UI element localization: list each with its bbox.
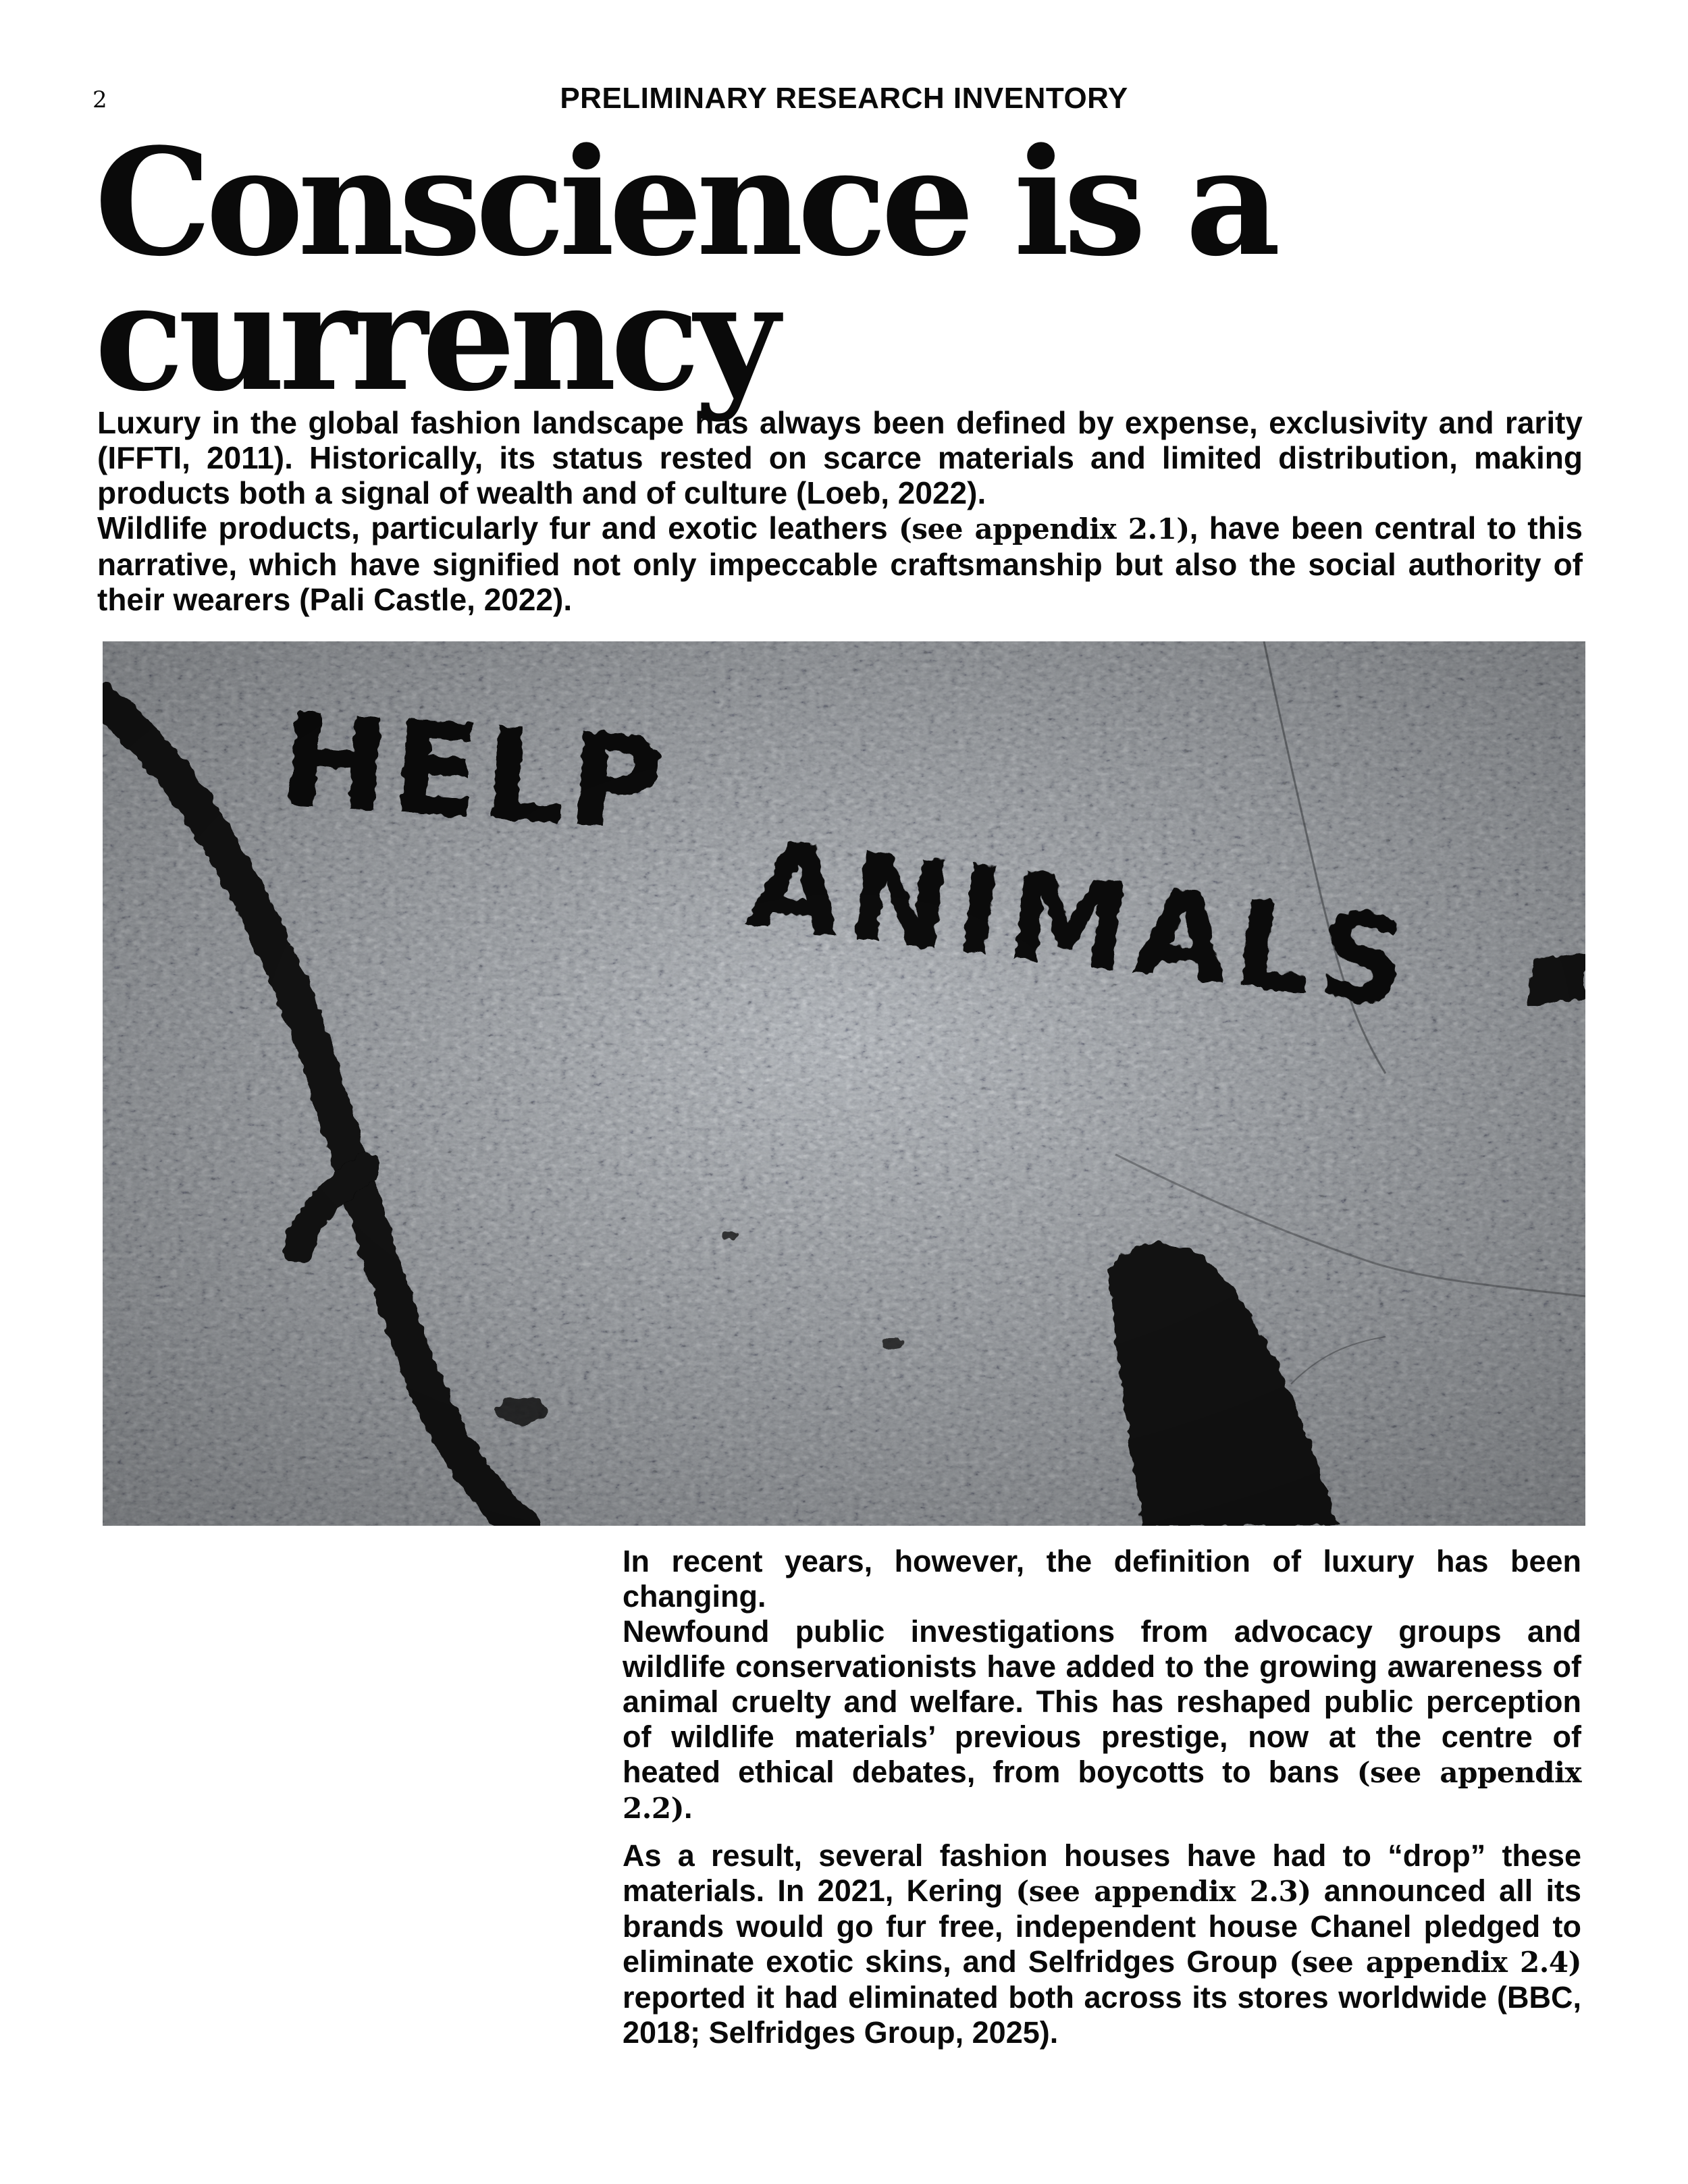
lead-paragraph-2 xyxy=(97,510,1583,617)
body-paragraph-2 xyxy=(623,1614,1581,1826)
lead-paragraphs xyxy=(97,405,1583,617)
page-title xyxy=(95,116,1620,424)
appendix-reference: (see appendix 2.4) xyxy=(1289,1946,1581,1979)
title-line-1: Conscience is a xyxy=(95,116,1275,289)
appendix-reference: (see appendix 2.2) xyxy=(623,1756,1581,1825)
body-text: . xyxy=(683,1790,693,1825)
appendix-reference: (see appendix 2.3) xyxy=(1016,1875,1311,1908)
body-paragraph-3 xyxy=(623,1838,1581,2050)
lead-paragraph-1: Luxury in the global fashion landscape has always been defined by expense, exclusivity and rarity (IFFTI, 2011). Historically, its status rested on scarce materials and limited distribution, making products both a signal of wealth and of culture (Loeb, 2022). xyxy=(97,405,1583,510)
lead-text: Wildlife products, particularly fur and exotic leathers xyxy=(97,510,899,545)
lead-text: , have been central to this narrative, which have signified not only impeccable craftsmanship but also the social authority of their wearers (Pali Castle, 2022). xyxy=(97,510,1583,617)
body-text: announced all its brands would go fur free, independent house Chanel pledged to eliminate exotic skins, and Selfridges Group xyxy=(623,1873,1582,1979)
body-column xyxy=(623,1544,1581,2050)
running-title: PRELIMINARY RESEARCH INVENTORY xyxy=(560,82,1128,115)
body-text: As a result, several fashion houses have had to “drop” these materials. In 2021, Kering xyxy=(623,1838,1581,1908)
body-paragraph-1: In recent years, however, the definition of luxury has been changing. xyxy=(623,1544,1581,1614)
title-line-2: currency xyxy=(95,251,774,424)
body-text: Newfound public investigations from advocacy groups and wildlife conservationists have added to the growing awareness of animal cruelty and welfare. This has reshaped public perception of wildlife materials’ previous prestige, now at the centre of heated ethical debates, from boycotts to bans xyxy=(623,1614,1581,1789)
page-number: 2 xyxy=(93,86,107,113)
appendix-reference: (see appendix 2.1) xyxy=(898,512,1190,545)
graffiti-photo xyxy=(103,641,1585,1526)
body-text: reported it had eliminated both across its stores worldwide (BBC, 2018; Selfridges Group, 2025). xyxy=(623,1980,1581,2050)
